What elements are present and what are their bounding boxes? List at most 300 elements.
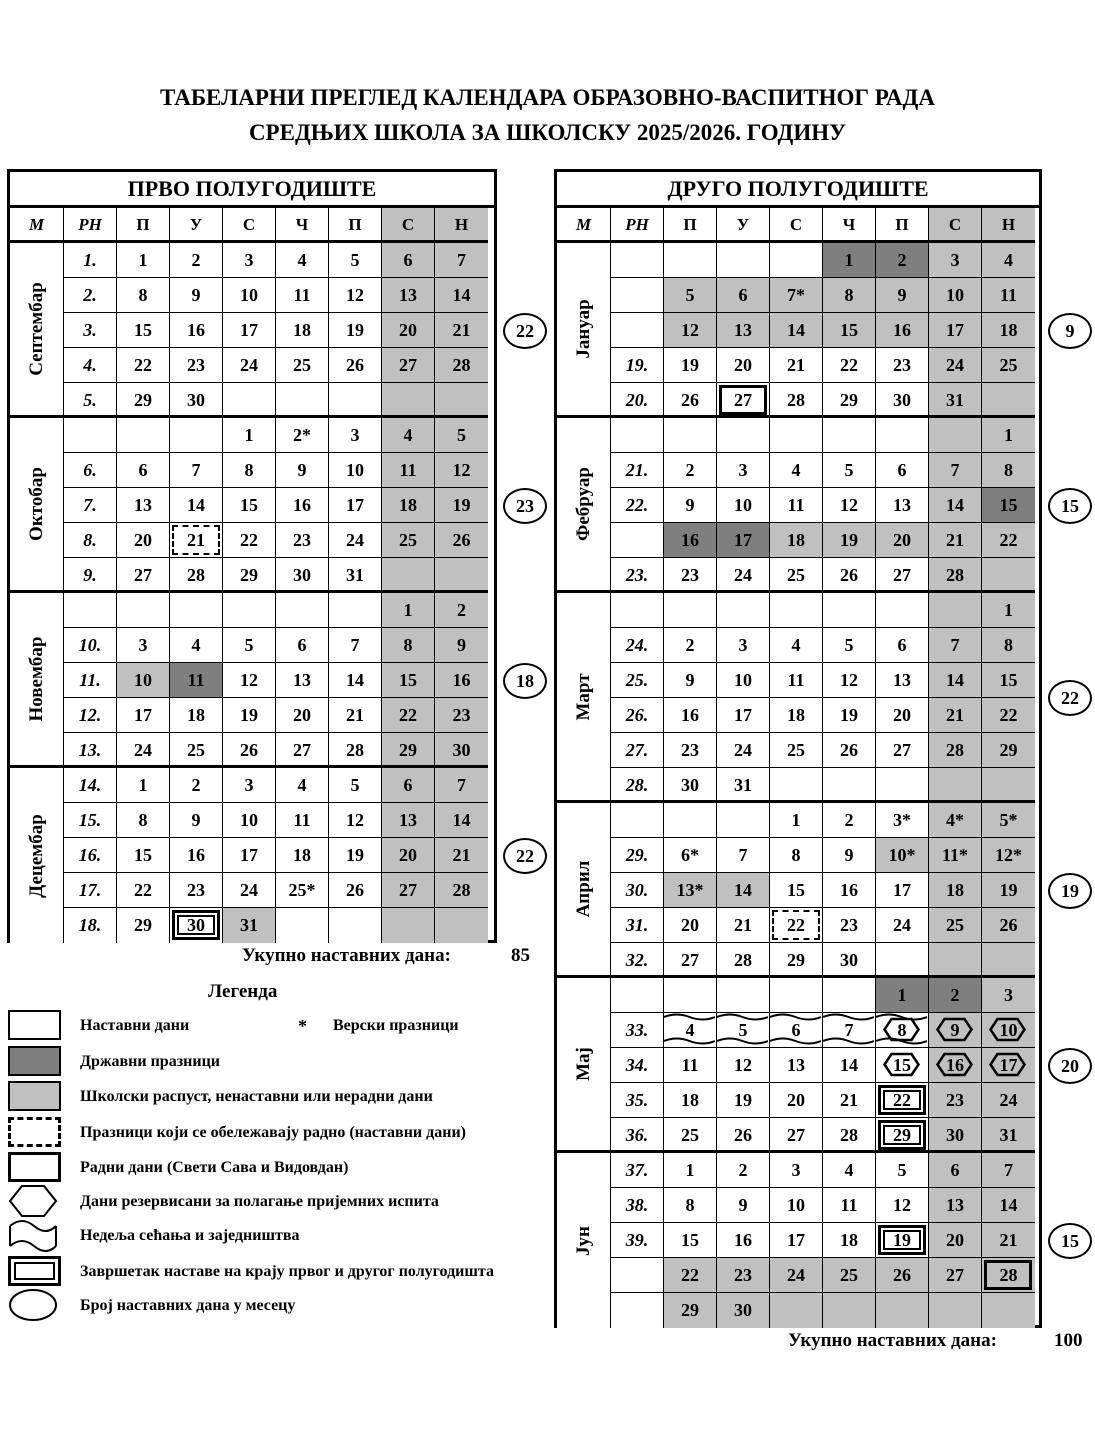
day-cell [929,278,982,313]
day-cell [664,1083,717,1118]
day-cell [223,523,276,558]
day-cell [382,908,435,943]
day-cell [876,908,929,943]
month-name: Децембар [25,813,47,898]
day-number: 14 [346,670,364,690]
day-number: 20 [734,355,752,375]
day-cell [982,1048,1035,1083]
day-cell [170,698,223,733]
day-cell [664,593,717,628]
second-half-heading: ДРУГО ПОЛУГОДИШТЕ [557,172,1039,208]
day-number: 26 [681,390,699,410]
day-cell [664,838,717,873]
day-cell [770,348,823,383]
teaching-days-count: 22 [503,313,547,349]
day-number: 19 [893,1230,911,1250]
day-number: 5 [844,460,854,480]
day-cell [223,593,276,628]
day-number: 29 [399,740,417,760]
day-number: 19 [840,530,858,550]
legend-title: Легенда [208,981,278,1002]
day-cell [170,243,223,278]
day-number: 5 [897,1160,907,1180]
day-cell [876,243,929,278]
week-number: 28. [611,768,664,803]
day-number: 16 [187,320,205,340]
day-cell [876,803,929,838]
day-cell [717,908,770,943]
month-name: Март [572,672,594,721]
day-number: 14 [999,1195,1018,1215]
day-number: 16 [681,530,699,550]
day-cell [717,453,770,488]
day-number: 5 [244,635,254,655]
week-number: 10. [64,628,117,663]
day-cell [823,1083,876,1118]
day-cell [876,488,929,523]
day-number: 25 [187,740,205,760]
day-number: 10* [888,845,916,865]
legend-item-label: Број наставних дана у месецу [80,1297,296,1314]
day-number: 8 [138,285,148,305]
day-number: 5 [350,775,360,795]
day-cell [117,803,170,838]
day-number: 5 [844,635,854,655]
day-cell [982,978,1035,1013]
day-cell [929,873,982,908]
first-half-table [7,169,497,943]
day-cell [223,418,276,453]
day-number: 30 [187,915,205,935]
day-cell [982,803,1035,838]
day-cell [223,453,276,488]
day-number: 11 [999,285,1017,305]
day-number: 11 [681,1055,699,1075]
day-number: 23 [293,530,311,550]
column-header: Н [982,208,1035,243]
week-number: 11. [64,663,117,698]
day-cell [117,628,170,663]
day-cell [276,453,329,488]
day-number: 25 [787,565,805,585]
day-cell [982,698,1035,733]
day-number: 1 [791,810,801,830]
day-cell [435,348,488,383]
day-cell [823,1293,876,1328]
day-number: 16 [452,670,471,690]
week-number: 24. [611,628,664,663]
day-cell [717,348,770,383]
day-cell [823,873,876,908]
legend-hexagon-icon [8,1184,58,1218]
day-number: 22 [134,355,152,375]
day-cell [329,558,382,593]
day-cell [117,453,170,488]
day-number: 1 [844,250,854,270]
day-cell [329,838,382,873]
day-cell [982,1223,1035,1258]
day-cell [929,418,982,453]
day-number: 27 [681,950,699,970]
week-number: 39. [611,1223,664,1258]
day-number: 20 [293,705,311,725]
day-cell [876,768,929,803]
day-cell [664,523,717,558]
day-number: 11* [941,845,968,865]
column-header: С [770,208,823,243]
day-cell [117,418,170,453]
day-number: 8 [1004,460,1013,480]
day-cell [329,663,382,698]
day-cell [982,1083,1035,1118]
day-cell [770,733,823,768]
day-cell [117,278,170,313]
day-cell [823,1118,876,1153]
day-cell [276,348,329,383]
day-number: 6 [897,635,907,655]
day-cell [117,838,170,873]
day-cell [435,593,488,628]
day-number: 4 [1004,250,1013,270]
day-cell [276,278,329,313]
day-number: 2* [293,425,311,445]
day-number: 11 [293,285,311,305]
day-cell [170,313,223,348]
day-number: 4 [403,425,413,445]
day-number: 1 [685,1160,695,1180]
day-cell [435,768,488,803]
day-number: 15 [240,495,258,515]
day-cell [276,663,329,698]
column-header: М [10,208,64,243]
day-number: 22 [999,705,1018,725]
day-cell [382,488,435,523]
day-number: 24 [734,565,752,585]
day-cell [170,733,223,768]
day-number: 7 [350,635,360,655]
column-header: У [170,208,223,243]
day-number: 15 [999,670,1018,690]
day-cell [876,1293,929,1328]
day-number: 7 [191,460,201,480]
day-number: 30 [946,1125,964,1145]
day-cell [717,943,770,978]
day-number: 6 [297,635,307,655]
day-cell [382,278,435,313]
day-cell [664,348,717,383]
day-number: 25 [681,1125,699,1145]
day-cell [223,803,276,838]
day-number: 27 [734,390,752,410]
day-number: 14 [840,1055,858,1075]
day-cell [435,838,488,873]
day-number: 9 [950,1020,960,1040]
day-number: 23 [946,1090,964,1110]
day-number: 27 [787,1125,805,1145]
day-number: 20 [399,845,417,865]
day-cell [664,418,717,453]
day-number: 23 [187,880,205,900]
day-number: 26 [452,530,471,550]
day-cell [223,558,276,593]
day-cell [329,733,382,768]
week-number: 2. [64,278,117,313]
day-cell [929,348,982,383]
day-number: 30 [187,390,205,410]
day-number: 23 [681,740,699,760]
day-number: 10 [734,495,752,515]
day-cell [929,243,982,278]
day-number: 17 [787,1230,805,1250]
column-header: П [329,208,382,243]
legend-item-label: Завршетак наставе на крају првог и другог полугодишта [80,1263,494,1280]
day-number: 22 [893,1090,911,1110]
day-cell [664,488,717,523]
day-cell [276,523,329,558]
day-cell [982,838,1035,873]
day-number: 23 [681,565,699,585]
day-number: 29 [240,565,258,585]
day-number: 12 [240,670,258,690]
column-header: Ч [276,208,329,243]
teaching-days-count: 23 [503,488,547,524]
month-name: Новембар [25,636,47,722]
day-cell [382,313,435,348]
day-number: 2 [685,460,695,480]
month-name: Јануар [572,299,594,359]
day-cell [664,1013,717,1048]
day-number: 20 [893,705,911,725]
day-number: 11 [187,670,205,690]
day-cell [435,698,488,733]
week-number: 9. [64,558,117,593]
day-cell [770,908,823,943]
day-cell [929,313,982,348]
day-number: 5 [457,425,466,445]
day-number: 9 [685,495,695,515]
day-cell [929,488,982,523]
page-title-line-2: СРЕДЊИХ ШКОЛА ЗА ШКОЛСКУ 2025/2026. ГОДИНУ [248,120,847,145]
day-cell [982,488,1035,523]
day-number: 10 [240,285,258,305]
month-label [10,418,64,593]
day-cell [982,523,1035,558]
day-number: 8 [791,845,801,865]
day-number: 9 [685,670,695,690]
day-cell [223,348,276,383]
day-cell [770,838,823,873]
day-number: 19 [681,355,699,375]
day-cell [117,908,170,943]
day-number: 17 [893,880,911,900]
day-number: 28 [787,390,805,410]
day-cell [223,733,276,768]
day-number: 10 [134,670,152,690]
day-number: 4* [946,810,964,830]
day-cell [823,768,876,803]
day-cell [664,943,717,978]
day-number: 18 [187,705,205,725]
day-cell [717,873,770,908]
day-cell [717,1118,770,1153]
day-number: 13 [787,1055,805,1075]
day-number: 20 [893,530,911,550]
day-number: 28 [946,565,964,585]
day-number: 8 [897,1020,907,1040]
legend-item-label: Радни дани (Свети Сава и Видовдан) [80,1159,349,1176]
day-number: 16 [893,320,911,340]
day-number: 29 [787,950,805,970]
week-number: 21. [611,453,664,488]
day-number: 23 [840,915,858,935]
day-cell [982,943,1035,978]
day-number: 19 [346,320,364,340]
day-number: 28 [187,565,205,585]
day-number: 18 [787,705,805,725]
day-cell [223,698,276,733]
day-number: 21 [346,705,364,725]
day-cell [876,733,929,768]
day-cell [382,348,435,383]
day-cell [876,663,929,698]
week-number: 12. [64,698,117,733]
day-number: 11 [293,810,311,830]
day-cell [717,698,770,733]
day-cell [929,838,982,873]
day-cell [770,243,823,278]
week-number: 29. [611,838,664,873]
week-number: 18. [64,908,117,943]
month-label [10,593,64,768]
teaching-days-count: 22 [1048,680,1092,716]
day-cell [664,873,717,908]
month-name: Април [572,860,594,918]
column-header: Н [435,208,488,243]
day-number: 23 [187,355,205,375]
day-number: 19 [734,1090,752,1110]
day-cell [717,558,770,593]
day-cell [823,243,876,278]
day-number: 25* [288,880,316,900]
day-number: 22 [999,530,1018,550]
day-cell [982,733,1035,768]
day-number: 21 [452,845,471,865]
month-label [557,243,611,418]
day-number: 13 [893,495,911,515]
day-number: 9 [297,460,307,480]
day-cell [435,488,488,523]
day-cell [170,523,223,558]
legend-item-label: Државни празници [80,1053,221,1070]
day-number: 9 [191,810,201,830]
day-cell [664,313,717,348]
day-number: 13 [399,810,417,830]
day-cell [929,1013,982,1048]
day-cell [329,278,382,313]
day-cell [982,593,1035,628]
week-number: 32. [611,943,664,978]
day-cell [770,1083,823,1118]
week-number: 22. [611,488,664,523]
day-number: 21 [946,705,964,725]
month-label [557,1153,611,1328]
day-number: 31 [999,1125,1018,1145]
day-cell [929,523,982,558]
day-cell [435,453,488,488]
week-number: 23. [611,558,664,593]
column-header: П [117,208,170,243]
day-cell [276,593,329,628]
day-number: 15 [999,495,1018,515]
day-number: 7 [950,460,960,480]
month-label [10,243,64,418]
day-number: 30 [293,565,311,585]
day-cell [435,243,488,278]
week-number [611,978,664,1013]
day-number: 21 [840,1090,858,1110]
day-cell [876,1258,929,1293]
day-cell [170,803,223,838]
day-number: 30 [681,775,699,795]
day-cell [770,768,823,803]
day-cell [770,978,823,1013]
second-half-total-label: Укупно наставних дана: [788,1330,997,1351]
legend-bold-box-icon [8,1152,61,1182]
day-number: 24 [999,1090,1018,1110]
day-cell [170,558,223,593]
day-cell [982,383,1035,418]
column-header: РН [611,208,664,243]
day-number: 29 [840,390,858,410]
day-number: 19 [346,845,364,865]
day-cell [770,943,823,978]
day-cell [664,628,717,663]
day-cell [929,1188,982,1223]
day-number: 15 [681,1230,699,1250]
column-header: У [717,208,770,243]
day-number: 15 [893,1055,911,1075]
day-number: 17 [240,845,258,865]
day-number: 24 [240,880,258,900]
month-label [557,978,611,1153]
day-number: 1 [1004,600,1013,620]
month-label [557,803,611,978]
day-cell [329,348,382,383]
day-cell [717,383,770,418]
day-cell [770,593,823,628]
day-number: 18 [293,320,311,340]
day-cell [117,523,170,558]
day-number: 2 [685,635,695,655]
day-cell [823,523,876,558]
day-cell [770,1048,823,1083]
day-number: 24 [240,355,258,375]
day-number: 13 [134,495,152,515]
day-number: 11 [840,1195,858,1215]
day-cell [276,243,329,278]
day-number: 6* [681,845,699,865]
day-number: 22 [840,355,858,375]
day-cell [329,593,382,628]
teaching-days-count: 18 [503,663,547,699]
week-number: 13. [64,733,117,768]
day-number: 28 [999,1265,1018,1285]
day-cell [876,593,929,628]
day-number: 20 [946,1230,964,1250]
day-cell [170,348,223,383]
day-cell [223,488,276,523]
day-number: 13 [293,670,311,690]
